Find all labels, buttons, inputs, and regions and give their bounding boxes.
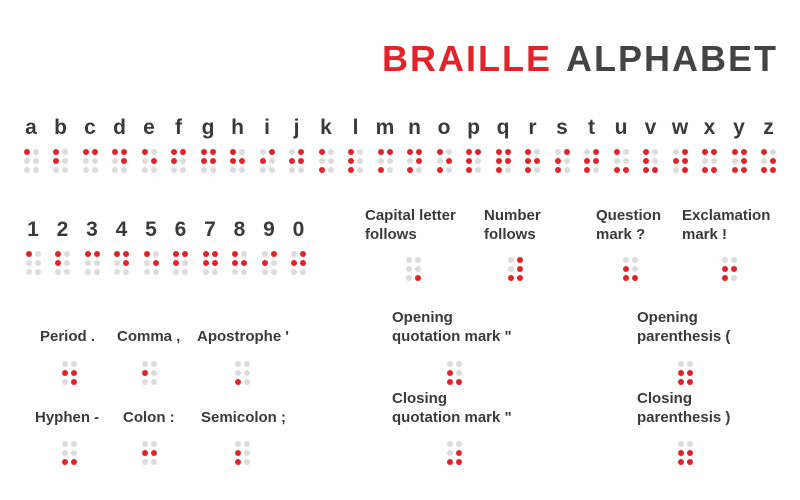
letter-glyph: n bbox=[408, 116, 421, 139]
indicator-symbol bbox=[500, 250, 530, 281]
braille-dot-1 bbox=[142, 441, 148, 447]
punctuation-label: Apostrophe ' bbox=[197, 328, 289, 345]
braille-dot-2 bbox=[447, 450, 453, 456]
braille-dot-2 bbox=[722, 266, 728, 272]
letter-glyph: b bbox=[54, 116, 67, 139]
letter-glyph: i bbox=[264, 116, 270, 139]
punctuation-label: Semicolon ; bbox=[201, 409, 287, 426]
punctuation-symbol bbox=[670, 434, 700, 465]
braille-dot-5 bbox=[244, 450, 250, 456]
letter-glyph: x bbox=[703, 116, 716, 139]
braille-dot-2 bbox=[235, 370, 241, 376]
letter-glyph: w bbox=[671, 116, 689, 139]
braille-cell-0 bbox=[291, 251, 306, 275]
braille-dot-3 bbox=[678, 379, 684, 385]
braille-dot-5 bbox=[151, 370, 157, 376]
indicator-symbol bbox=[714, 250, 744, 281]
braille-dot-3 bbox=[142, 459, 148, 465]
braille-dot-5 bbox=[632, 266, 638, 272]
punctuation-label: Closing parenthesis ) bbox=[637, 390, 731, 426]
braille-cell-z bbox=[761, 149, 776, 173]
braille-dot-2 bbox=[406, 266, 412, 272]
braille-dot-5 bbox=[731, 266, 737, 272]
braille-dot-5 bbox=[687, 370, 693, 376]
braille-dot-3 bbox=[62, 459, 68, 465]
letter-glyph: u bbox=[614, 116, 628, 139]
punctuation-symbol bbox=[54, 354, 84, 385]
letter-glyph: y bbox=[733, 116, 745, 139]
braille-cell-punct-6 bbox=[142, 441, 157, 465]
braille-cell-punct-8 bbox=[447, 441, 462, 465]
braille-dot-4 bbox=[456, 361, 462, 367]
braille-dot-4 bbox=[687, 441, 693, 447]
braille-dot-1 bbox=[678, 441, 684, 447]
braille-dot-1 bbox=[235, 441, 241, 447]
braille-cell-punct-9 bbox=[678, 441, 693, 465]
indicator-label: Question mark ? bbox=[596, 207, 662, 243]
braille-dot-6 bbox=[244, 459, 250, 465]
indicator-label: Capital letter follows bbox=[365, 207, 456, 243]
braille-dot-3 bbox=[291, 269, 297, 275]
punctuation-symbol bbox=[227, 354, 257, 385]
indicator-label: Exclamation mark ! bbox=[682, 207, 771, 243]
braille-dot-5 bbox=[244, 370, 250, 376]
braille-dot-2 bbox=[447, 370, 453, 376]
braille-dot-3 bbox=[623, 275, 629, 281]
braille-dot-4 bbox=[244, 361, 250, 367]
braille-cell-indicator-1 bbox=[508, 257, 523, 281]
digit-glyph: 9 bbox=[263, 218, 275, 241]
braille-dot-5 bbox=[770, 158, 776, 164]
braille-dot-6 bbox=[687, 459, 693, 465]
braille-dot-5 bbox=[687, 450, 693, 456]
punctuation-label: Colon : bbox=[123, 409, 175, 426]
digit-glyph: 6 bbox=[174, 218, 187, 241]
braille-dot-2 bbox=[62, 370, 68, 376]
braille-dot-2 bbox=[62, 450, 68, 456]
braille-dot-1 bbox=[235, 361, 241, 367]
letter-glyph: h bbox=[231, 116, 244, 139]
braille-dot-1 bbox=[447, 361, 453, 367]
braille-dot-4 bbox=[71, 441, 77, 447]
digit-glyph: 4 bbox=[115, 218, 128, 241]
braille-dot-3 bbox=[761, 167, 767, 173]
letter-glyph: m bbox=[375, 116, 395, 139]
braille-dot-2 bbox=[235, 450, 241, 456]
punctuation-symbol bbox=[439, 354, 469, 385]
braille-dot-2 bbox=[623, 266, 629, 272]
braille-dot-3 bbox=[235, 379, 241, 385]
digit-glyph: 2 bbox=[56, 218, 69, 241]
braille-dot-3 bbox=[678, 459, 684, 465]
braille-cell-punct-2 bbox=[235, 361, 250, 385]
braille-dot-3 bbox=[447, 379, 453, 385]
braille-dot-6 bbox=[770, 167, 776, 173]
braille-cell-indicator-3 bbox=[722, 257, 737, 281]
braille-cell-punct-7 bbox=[235, 441, 250, 465]
braille-dot-1 bbox=[508, 257, 514, 263]
title-braille: BRAILLE bbox=[382, 38, 552, 79]
braille-dot-4 bbox=[517, 257, 523, 263]
letter-glyph: g bbox=[201, 116, 215, 139]
braille-dot-2 bbox=[678, 450, 684, 456]
indicator-label: Number follows bbox=[484, 207, 541, 243]
braille-dot-6 bbox=[151, 379, 157, 385]
punctuation-label: Hyphen - bbox=[35, 409, 100, 426]
braille-dot-4 bbox=[687, 361, 693, 367]
letter-glyph: f bbox=[175, 116, 182, 139]
punctuation-symbol bbox=[54, 434, 84, 465]
punctuation-symbol bbox=[134, 434, 164, 465]
punctuation-label: Closing quotation mark " bbox=[392, 390, 512, 426]
braille-cell-punct-5 bbox=[62, 441, 77, 465]
braille-dot-5 bbox=[71, 450, 77, 456]
digit-glyph: 3 bbox=[86, 218, 98, 241]
digit-glyph: 5 bbox=[145, 218, 157, 241]
title-alphabet: ALPHABET bbox=[566, 38, 778, 79]
punctuation-symbol bbox=[670, 354, 700, 385]
letter-glyph: p bbox=[467, 116, 480, 139]
letter-glyph: o bbox=[437, 116, 451, 139]
braille-dot-5 bbox=[456, 450, 462, 456]
braille-cell-punct-3 bbox=[447, 361, 462, 385]
braille-dot-4 bbox=[151, 441, 157, 447]
braille-dot-6 bbox=[415, 275, 421, 281]
punctuation-symbol bbox=[227, 434, 257, 465]
braille-dot-4 bbox=[731, 257, 737, 263]
punctuation-label: Opening parenthesis ( bbox=[637, 309, 731, 345]
braille-dot-2 bbox=[761, 158, 767, 164]
braille-dot-2 bbox=[142, 450, 148, 456]
braille-dot-4 bbox=[415, 257, 421, 263]
letter-glyph: j bbox=[293, 116, 300, 139]
letter-glyph: q bbox=[496, 116, 510, 139]
braille-dot-3 bbox=[235, 459, 241, 465]
braille-dot-3 bbox=[447, 459, 453, 465]
braille-dot-2 bbox=[508, 266, 514, 272]
braille-dot-1 bbox=[761, 149, 767, 155]
braille-dot-6 bbox=[244, 379, 250, 385]
braille-dot-6 bbox=[687, 379, 693, 385]
braille-dot-1 bbox=[678, 361, 684, 367]
braille-dot-4 bbox=[71, 361, 77, 367]
braille-dot-1 bbox=[62, 361, 68, 367]
letter-glyph: d bbox=[113, 116, 126, 139]
letter-glyph: k bbox=[320, 116, 332, 139]
braille-cell-punct-4 bbox=[678, 361, 693, 385]
braille-dot-3 bbox=[722, 275, 728, 281]
braille-dot-1 bbox=[623, 257, 629, 263]
braille-dot-4 bbox=[300, 251, 306, 257]
braille-dot-2 bbox=[142, 370, 148, 376]
braille-dot-6 bbox=[632, 275, 638, 281]
punctuation-label: Opening quotation mark " bbox=[392, 309, 512, 345]
braille-dot-4 bbox=[632, 257, 638, 263]
braille-dot-5 bbox=[151, 450, 157, 456]
letter-glyph: t bbox=[588, 116, 595, 139]
braille-dot-2 bbox=[291, 260, 297, 266]
braille-dot-5 bbox=[415, 266, 421, 272]
letter-glyph: l bbox=[352, 116, 359, 139]
punctuation-symbol bbox=[439, 434, 469, 465]
letter-glyph: v bbox=[644, 116, 657, 139]
braille-dot-1 bbox=[142, 361, 148, 367]
braille-dot-2 bbox=[678, 370, 684, 376]
braille-dot-4 bbox=[456, 441, 462, 447]
braille-dot-6 bbox=[731, 275, 737, 281]
braille-dot-6 bbox=[71, 459, 77, 465]
letter-glyph: a bbox=[25, 116, 37, 139]
braille-dot-4 bbox=[151, 361, 157, 367]
digit-glyph: 0 bbox=[292, 218, 305, 241]
braille-dot-4 bbox=[770, 149, 776, 155]
braille-cell-indicator-2 bbox=[623, 257, 638, 281]
braille-dot-1 bbox=[447, 441, 453, 447]
letter-glyph: c bbox=[84, 116, 96, 139]
digit-glyph: 8 bbox=[233, 218, 246, 241]
braille-cell-punct-0 bbox=[62, 361, 77, 385]
punctuation-label: Period . bbox=[40, 328, 96, 345]
page-title bbox=[382, 38, 778, 80]
braille-dot-3 bbox=[508, 275, 514, 281]
braille-cell-punct-1 bbox=[142, 361, 157, 385]
braille-dot-5 bbox=[517, 266, 523, 272]
letter-glyph: s bbox=[556, 116, 568, 139]
braille-dot-3 bbox=[406, 275, 412, 281]
digit-glyph: 7 bbox=[204, 218, 216, 241]
braille-dot-6 bbox=[456, 379, 462, 385]
punctuation-symbol bbox=[134, 354, 164, 385]
braille-dot-1 bbox=[62, 441, 68, 447]
braille-dot-1 bbox=[406, 257, 412, 263]
braille-dot-3 bbox=[62, 379, 68, 385]
braille-dot-5 bbox=[456, 370, 462, 376]
braille-dot-3 bbox=[142, 379, 148, 385]
digit-glyph: 1 bbox=[27, 218, 39, 241]
punctuation-label: Comma , bbox=[117, 328, 181, 345]
letter-glyph: z bbox=[763, 116, 774, 139]
braille-dot-1 bbox=[722, 257, 728, 263]
braille-dot-6 bbox=[456, 459, 462, 465]
letter-cell-z bbox=[729, 116, 800, 173]
braille-dot-5 bbox=[71, 370, 77, 376]
braille-dot-6 bbox=[300, 269, 306, 275]
braille-dot-1 bbox=[291, 251, 297, 257]
braille-dot-6 bbox=[517, 275, 523, 281]
indicator-symbol bbox=[615, 250, 645, 281]
braille-dot-6 bbox=[151, 459, 157, 465]
letter-glyph: r bbox=[528, 116, 537, 139]
braille-cell-indicator-0 bbox=[406, 257, 421, 281]
braille-dot-6 bbox=[71, 379, 77, 385]
digit-cell-0 bbox=[259, 218, 339, 275]
letter-glyph: e bbox=[143, 116, 155, 139]
braille-dot-5 bbox=[300, 260, 306, 266]
braille-dot-4 bbox=[244, 441, 250, 447]
indicator-symbol bbox=[398, 250, 428, 281]
